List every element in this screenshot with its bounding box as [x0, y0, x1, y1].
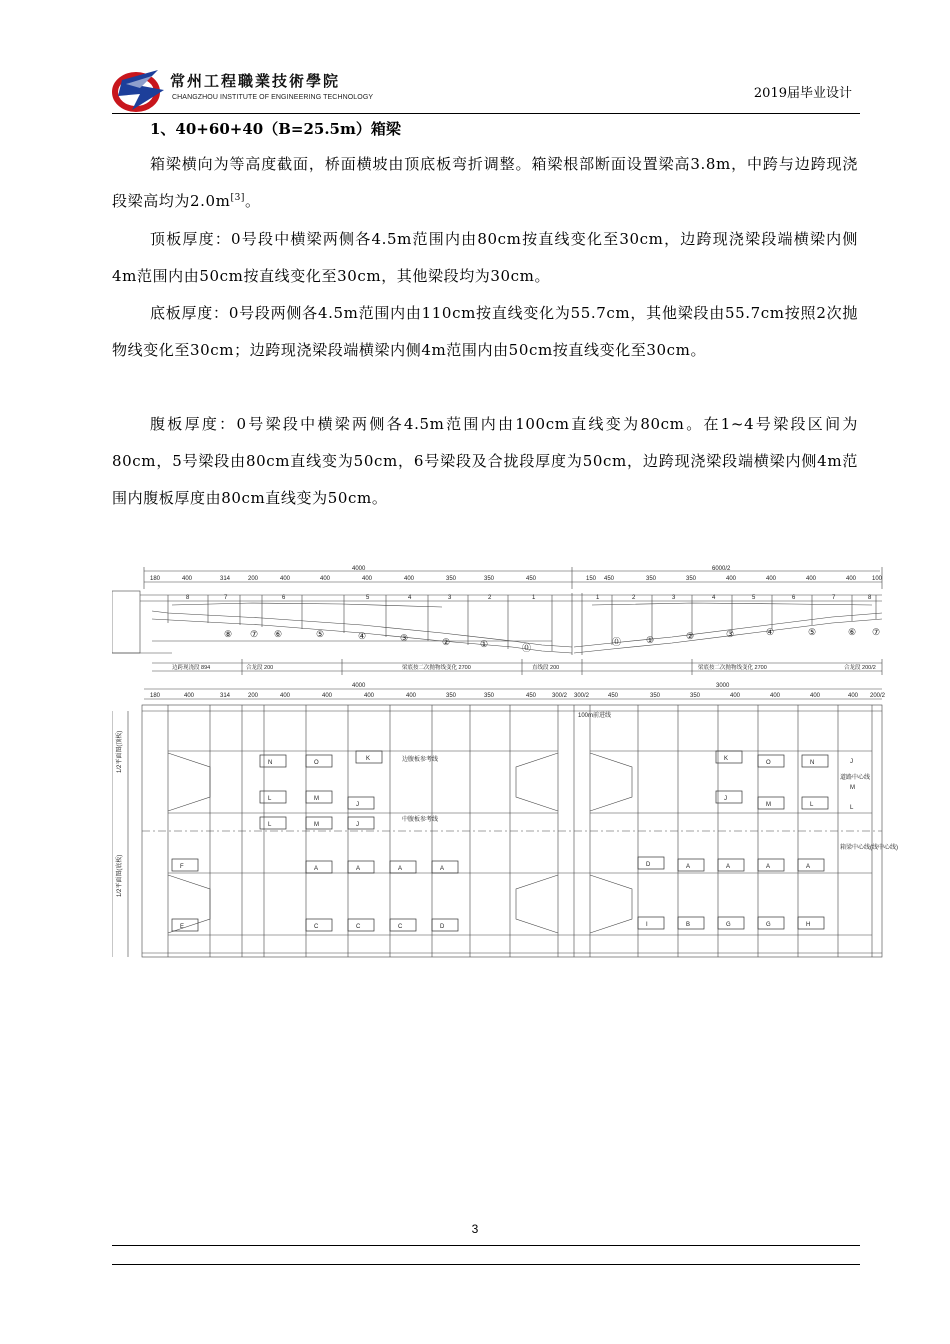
plan-dim: 400 — [406, 693, 417, 699]
segment-number: 7 — [224, 595, 228, 601]
anchor-letter: M — [314, 796, 319, 802]
segment-number: 8 — [186, 595, 190, 601]
anchor-letter: F — [180, 864, 184, 870]
plan-dim: 350 — [650, 693, 661, 699]
segment-number: 6 — [282, 595, 286, 601]
anchor-letter: M — [314, 822, 319, 828]
circled-segment: ⑧ — [224, 629, 233, 639]
elev-label: 合龙段 200 — [246, 665, 274, 671]
elev-dim: 400 — [766, 576, 777, 582]
circled-segment: ⑤ — [808, 627, 817, 637]
segment-number: 5 — [366, 595, 370, 601]
plan-dim: 450 — [608, 693, 619, 699]
elev-label: 梁底按二次抛物线变化 2700 — [402, 665, 471, 671]
segment-number: 7 — [832, 595, 836, 601]
anchor-letter: A — [356, 866, 361, 872]
elev-dim: 400 — [280, 576, 291, 582]
plan-side-label-bottom: 1/2平面图(底板) — [117, 854, 123, 897]
elev-total-right: 6000/2 — [712, 566, 731, 572]
segment-number: 4 — [408, 595, 412, 601]
anchor-letter: K — [724, 756, 729, 762]
plan-dim: 400 — [848, 693, 859, 699]
anchor-letter: N — [268, 760, 273, 766]
citation-ref: [3] — [230, 193, 246, 203]
segment-number: 1 — [596, 595, 600, 601]
elev-dim: 400 — [726, 576, 737, 582]
plan-dim: 400 — [770, 693, 781, 699]
segment-number: 5 — [752, 595, 756, 601]
paragraph-1 — [112, 146, 858, 220]
elev-dim: 400 — [846, 576, 857, 582]
plan-dim: 200 — [248, 693, 259, 699]
plan-dim: 200/2 — [870, 693, 886, 699]
circled-segment: ④ — [766, 627, 775, 637]
elev-dim: 400 — [806, 576, 817, 582]
plan-total-left: 4000 — [352, 683, 366, 689]
elev-label: 梁底按二次抛物线变化 2700 — [698, 665, 767, 671]
plan-note: 道路中心线 — [840, 775, 871, 781]
plan-dim: 400 — [364, 693, 375, 699]
circled-segment: ⑦ — [250, 629, 259, 639]
plan-dim: 400 — [280, 693, 291, 699]
anchor-letter: N — [810, 760, 815, 766]
footer-rule-top — [112, 1245, 860, 1246]
anchor-letter: G — [726, 922, 731, 928]
paragraph-4: 腹板厚度：0号梁段中横梁两侧各4.5m范围内由100cm直线变为80cm。在1~4号梁段区间为80cm，5号梁段由80cm直线变为50cm，6号梁段及合拢段厚度为50cm，边跨现浇梁段端横梁内侧4m范围内腹板厚度由80cm直线变为50cm。 — [112, 415, 858, 507]
anchor-letter: L — [810, 802, 814, 808]
elev-dim: 400 — [404, 576, 415, 582]
elev-dim: 350 — [646, 576, 657, 582]
plan-note: 中腹板参考线 — [402, 817, 439, 823]
plan-side-label-top: 1/2平面图(顶板) — [117, 730, 123, 773]
elev-dim: 314 — [220, 576, 231, 582]
header-rule — [112, 113, 860, 114]
elev-total-left: 4000 — [352, 566, 366, 572]
plan-note: 100m前进线 — [578, 713, 612, 719]
anchor-letter: L — [268, 822, 272, 828]
anchor-letter: J — [724, 796, 727, 802]
elev-label: 合龙段 200/2 — [844, 665, 876, 671]
circled-segment: ⓪ — [612, 637, 622, 647]
segment-number: 1 — [532, 595, 536, 601]
circled-segment: ⑤ — [316, 629, 325, 639]
anchor-letter: L — [268, 796, 272, 802]
school-logo-icon — [112, 66, 170, 114]
elev-dim: 150 — [586, 576, 597, 582]
plan-dim: 400 — [184, 693, 195, 699]
elev-dim: 350 — [484, 576, 495, 582]
anchor-letter: M — [850, 785, 855, 791]
plan-note: 边腹板参考线 — [402, 757, 439, 763]
plan-dim: 300/2 — [574, 693, 590, 699]
circled-segment: ② — [686, 631, 695, 641]
elev-dim: 350 — [446, 576, 457, 582]
plan-dim: 350 — [690, 693, 701, 699]
circled-segment: ③ — [726, 629, 735, 639]
elev-dim: 400 — [362, 576, 373, 582]
segment-number: 3 — [448, 595, 452, 601]
elev-label: 边跨现浇段 894 — [172, 665, 211, 671]
anchor-letter: D — [440, 924, 445, 930]
footer-rule-bottom — [112, 1264, 860, 1265]
segment-number: 4 — [712, 595, 716, 601]
anchor-letter: A — [726, 864, 731, 870]
anchor-letter: J — [356, 802, 359, 808]
plan-dim: 400 — [810, 693, 821, 699]
anchor-letter: C — [398, 924, 403, 930]
plan-dim: 400 — [322, 693, 333, 699]
plan-dim: 450 — [526, 693, 537, 699]
anchor-letter: C — [314, 924, 319, 930]
anchor-letter: E — [180, 924, 185, 930]
circled-segment: ① — [480, 639, 489, 649]
plan-dim: 350 — [484, 693, 495, 699]
elev-dim: 450 — [526, 576, 537, 582]
anchor-letter: L — [850, 805, 854, 811]
anchor-letter: A — [398, 866, 403, 872]
anchor-letter: B — [686, 922, 691, 928]
elev-dim: 400 — [320, 576, 331, 582]
circled-segment: ⓪ — [522, 643, 532, 653]
elev-dim: 350 — [686, 576, 697, 582]
anchor-letter: J — [356, 822, 359, 828]
elev-dim: 400 — [182, 576, 193, 582]
anchor-letter: A — [314, 866, 319, 872]
anchor-letter: A — [766, 864, 771, 870]
anchor-letter: O — [766, 760, 771, 766]
segment-number: 8 — [868, 595, 872, 601]
segment-number: 6 — [792, 595, 796, 601]
paragraph-2: 顶板厚度：0号段中横梁两侧各4.5m范围内由80cm按直线变化至30cm，边跨现浇梁段端横梁内侧4m范围内由50cm按直线变化至30cm，其他梁段均为30cm。 — [112, 230, 858, 285]
circled-segment: ⑦ — [872, 627, 881, 637]
plan-dim: 300/2 — [552, 693, 568, 699]
elev-dim: 180 — [150, 576, 161, 582]
plan-dim: 350 — [446, 693, 457, 699]
paragraph-3: 底板厚度：0号段两侧各4.5m范围内由110cm按直线变化为55.7cm，其他梁段由55.7cm按照2次抛物线变化至30cm；边跨现浇梁段端横梁内侧4m范围内由50cm按直线变化至30cm。 — [112, 304, 858, 359]
school-name-cn: 常州工程職業技術學院 — [170, 72, 341, 90]
plan-total-right: 3000 — [716, 683, 730, 689]
segment-number: 3 — [672, 595, 676, 601]
plan-dim: 400 — [730, 693, 741, 699]
segment-number: 2 — [488, 595, 492, 601]
circled-segment: ② — [442, 637, 451, 647]
anchor-letter: D — [646, 862, 651, 868]
anchor-letter: I — [646, 922, 648, 928]
circled-segment: ④ — [358, 631, 367, 641]
anchor-letter: C — [356, 924, 361, 930]
box-girder-drawing — [112, 563, 900, 965]
elev-label: 直线段 200 — [532, 665, 560, 671]
circled-segment: ① — [646, 635, 655, 645]
anchor-letter: M — [766, 802, 771, 808]
anchor-letter: O — [314, 760, 319, 766]
anchor-letter: A — [686, 864, 691, 870]
header-right-text: 2019届毕业设计 — [753, 86, 852, 101]
anchor-letter: A — [806, 864, 811, 870]
elev-dim: 100 — [872, 576, 883, 582]
circled-segment: ⑥ — [274, 629, 283, 639]
school-name-en: CHANGZHOU INSTITUTE OF ENGINEERING TECHNOLOGY — [172, 94, 374, 101]
plan-dim: 180 — [150, 693, 161, 699]
page-header — [112, 60, 860, 120]
segment-number: 2 — [632, 595, 636, 601]
circled-segment: ③ — [400, 633, 409, 643]
section-title: 1、40+60+40（B=25.5m）箱梁 — [150, 120, 401, 138]
paragraph-1-text: 箱梁横向为等高度截面，桥面横坡由顶底板弯折调整。箱梁根部断面设置梁高3.8m，中跨与边跨现浇段梁高均为2.0m — [112, 155, 858, 210]
page-number: 3 — [471, 1222, 479, 1236]
anchor-letter: G — [766, 922, 771, 928]
circled-segment: ⑥ — [848, 627, 857, 637]
elev-dim: 450 — [604, 576, 615, 582]
anchor-letter: H — [806, 922, 811, 928]
plan-dim: 314 — [220, 693, 231, 699]
anchor-letter: J — [850, 759, 853, 765]
anchor-letter: K — [366, 756, 371, 762]
paragraph-1-tail: 。 — [245, 192, 261, 210]
plan-note: 箱梁中心线(线中心线) — [840, 845, 898, 851]
elev-dim: 200 — [248, 576, 259, 582]
anchor-letter: A — [440, 866, 445, 872]
